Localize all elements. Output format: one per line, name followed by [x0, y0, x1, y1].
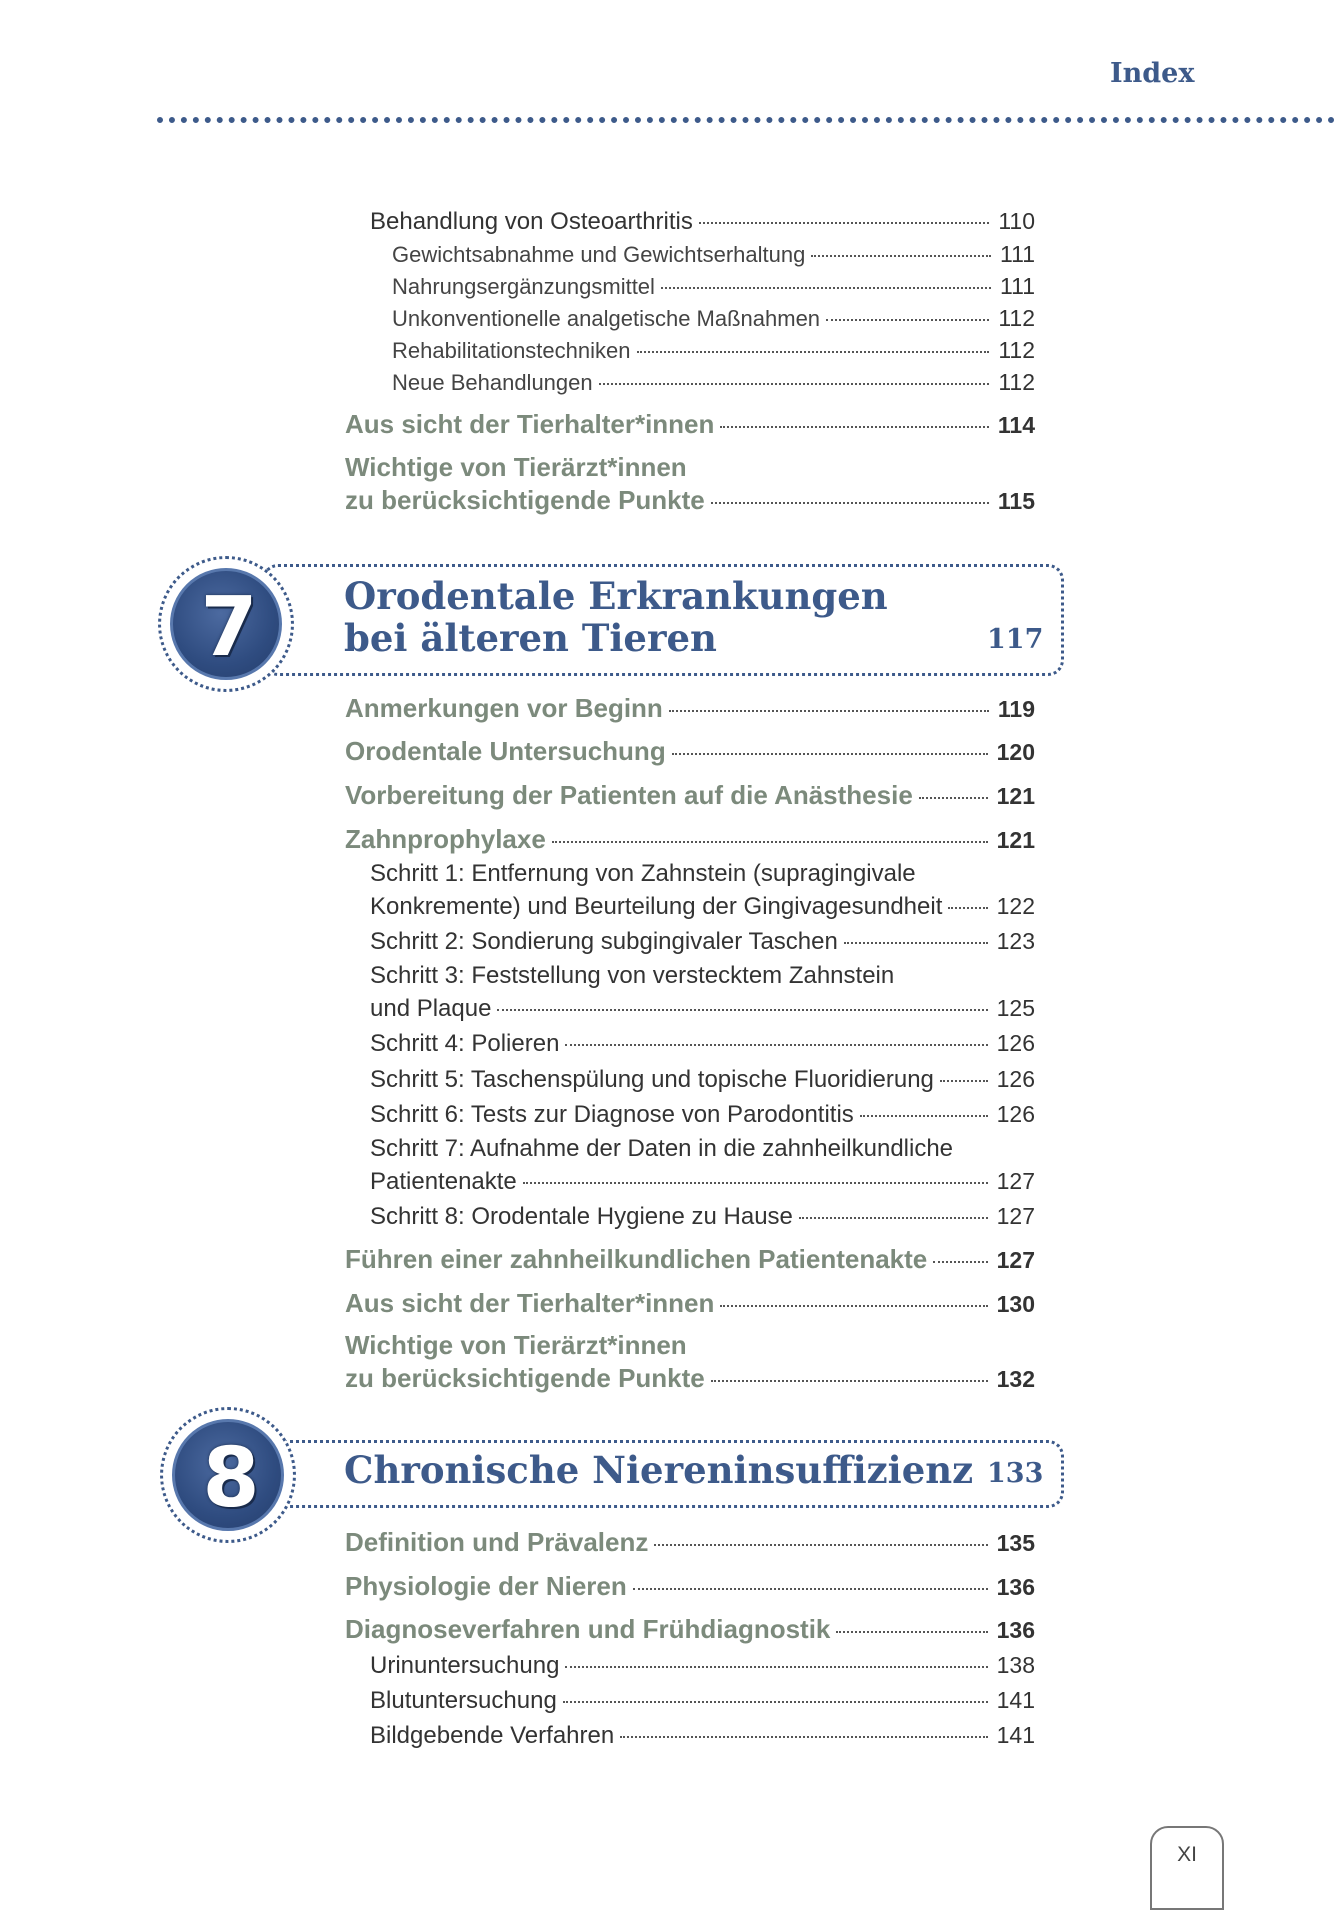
chapter-7-title-line2: bei älteren Tieren	[344, 616, 717, 660]
chapter-8-badge	[160, 1407, 296, 1543]
toc-entry[interactable]: Schritt 8: Orodentale Hygiene zu Hause 127	[370, 1203, 1035, 1230]
toc-section-entry[interactable]: zu berücksichtigende Punkte 115	[345, 485, 1035, 515]
toc-section-entry-line1: Wichtige von Tierärzt*innen	[345, 452, 687, 482]
toc-section-entry[interactable]: Führen einer zahnheilkundlichen Patientenakte 127	[345, 1244, 1035, 1274]
page-number: XI	[1177, 1843, 1197, 1866]
toc-entry[interactable]: Schritt 2: Sondierung subgingivaler Taschen 123	[370, 928, 1035, 955]
toc-section-entry[interactable]: Diagnoseverfahren und Frühdiagnostik 136	[345, 1614, 1035, 1644]
toc-section-entry[interactable]: Aus sicht der Tierhalter*innen 130	[345, 1288, 1035, 1318]
chapter-7-number: 7	[200, 579, 258, 675]
toc-entry[interactable]: Patientenakte 127	[370, 1168, 1035, 1195]
toc-entry-line1: Schritt 3: Feststellung von verstecktem Zahnstein	[370, 962, 895, 989]
toc-entry[interactable]: Gewichtsabnahme und Gewichtserhaltung 111	[392, 241, 1035, 267]
toc-entry[interactable]: Schritt 4: Polieren 126	[370, 1030, 1035, 1057]
toc-entry[interactable]: Nahrungsergänzungsmittel 111	[392, 273, 1035, 299]
header-dotted-rule	[157, 117, 1335, 123]
toc-entry[interactable]: und Plaque 125	[370, 995, 1035, 1022]
toc-entry[interactable]: Blutuntersuchung 141	[370, 1687, 1035, 1714]
toc-entry[interactable]: Bildgebende Verfahren 141	[370, 1722, 1035, 1749]
toc-entry[interactable]: Urinuntersuchung 138	[370, 1652, 1035, 1679]
page-number-tab	[1150, 1826, 1224, 1910]
toc-entry[interactable]: Neue Behandlungen 112	[392, 369, 1035, 395]
chapter-8-page: 133	[987, 1458, 1044, 1489]
toc-section-entry[interactable]: zu berücksichtigende Punkte 132	[345, 1363, 1035, 1393]
toc-entry[interactable]: Schritt 5: Taschenspülung und topische Fluoridierung 126	[370, 1066, 1035, 1093]
chapter-7-page: 117	[987, 624, 1044, 655]
toc-section-entry[interactable]: Anmerkungen vor Beginn 119	[345, 693, 1035, 723]
toc-entry[interactable]: Schritt 6: Tests zur Diagnose von Parodontitis 126	[370, 1101, 1035, 1128]
toc-entry[interactable]: Behandlung von Osteoarthritis 110	[370, 208, 1035, 235]
toc-section-entry[interactable]: Aus sicht der Tierhalter*innen 114	[345, 409, 1035, 439]
toc-section-entry[interactable]: Vorbereitung der Patienten auf die Anästhesie 121	[345, 780, 1035, 810]
toc-entry[interactable]: Konkremente) und Beurteilung der Gingivagesundheit 122	[370, 893, 1035, 920]
toc-section-entry[interactable]: Physiologie der Nieren 136	[345, 1571, 1035, 1601]
toc-entry-line1: Schritt 1: Entfernung von Zahnstein (supragingivale	[370, 860, 916, 887]
toc-section-entry[interactable]: Definition und Prävalenz 135	[345, 1527, 1035, 1557]
toc-entry[interactable]: Rehabilitationstechniken 112	[392, 337, 1035, 363]
toc-entry[interactable]: Unkonventionelle analgetische Maßnahmen 112	[392, 305, 1035, 331]
chapter-8-number: 8	[202, 1430, 260, 1526]
toc-section-entry-line1: Wichtige von Tierärzt*innen	[345, 1330, 687, 1360]
running-header: Index	[1110, 58, 1195, 89]
chapter-7-badge	[158, 556, 294, 692]
chapter-7-title-line1: Orodentale Erkrankungen	[344, 574, 888, 618]
toc-section-entry[interactable]: Orodentale Untersuchung 120	[345, 736, 1035, 766]
toc-section-entry[interactable]: Zahnprophylaxe 121	[345, 824, 1035, 854]
toc-entry-line1: Schritt 7: Aufnahme der Daten in die zahnheilkundliche	[370, 1135, 954, 1162]
chapter-8-title: Chronische Niereninsuffizienz	[344, 1448, 974, 1492]
